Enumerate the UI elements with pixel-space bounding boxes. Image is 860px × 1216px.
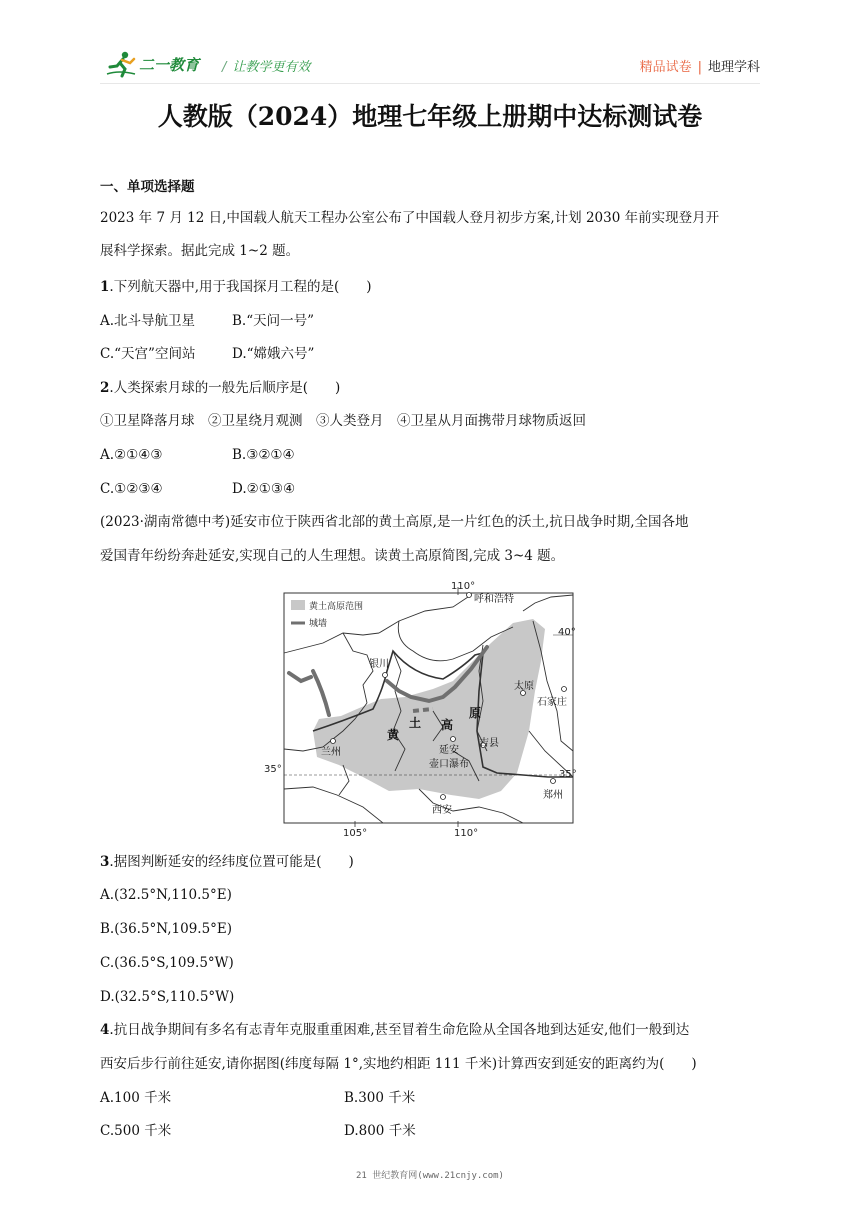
- lanzhou-label: 兰州: [321, 747, 341, 758]
- plateau-char-3: 高: [441, 718, 454, 732]
- hohhot-label: 呼和浩特: [474, 594, 514, 605]
- zhengzhou-marker: [551, 779, 556, 784]
- legend-plateau-swatch: [291, 600, 305, 610]
- q1-options-row-2: [100, 344, 500, 364]
- q3-option-a[interactable]: A.(32.5°N,110.5°E): [100, 887, 232, 903]
- slogan-text: 让教学更有效: [232, 60, 311, 75]
- q2-options-row-1: [100, 445, 500, 465]
- intro-2-line-1: (2023·湖南常德中考)延安市位于陕西省北部的黄土高原,是一片红色的沃土,抗日战争时期,全国各地: [100, 514, 689, 530]
- q3-stem-text: .据图判断延安的经纬度位置可能是( ): [109, 854, 354, 870]
- header-divider: [100, 83, 760, 84]
- legend-plateau-label: 黄土高原范围: [309, 602, 364, 612]
- logo-text: 二一教育: [139, 55, 200, 74]
- lon-110-top-label: 110°: [451, 581, 476, 592]
- plateau-char-2: 土: [409, 716, 422, 730]
- q2-option-b[interactable]: B.③②①④: [232, 447, 295, 463]
- q3-stem: [100, 852, 354, 872]
- q4-option-a[interactable]: A.100 千米: [100, 1090, 172, 1106]
- page-footer: 21 世纪教育网(www.21cnjy.com): [356, 1171, 504, 1181]
- q2-option-d[interactable]: D.②①③④: [232, 481, 296, 497]
- shijiazhuang-label: 石家庄: [537, 697, 567, 708]
- lat-35-right-label: 35°: [559, 769, 577, 780]
- lat-40-label: 40°: [558, 627, 576, 638]
- slash-divider: /: [222, 60, 227, 75]
- logo: [105, 50, 199, 78]
- map-legend: [289, 596, 369, 630]
- q2-options-row-2: [100, 479, 500, 499]
- page-title: 人教版（2024）地理七年级上册期中达标测试卷: [157, 102, 703, 131]
- header-separator: |: [697, 60, 702, 75]
- q3-option-d[interactable]: D.(32.5°S,110.5°W): [100, 989, 235, 1005]
- q1-option-d[interactable]: D.“嫦娥六号”: [232, 346, 315, 362]
- plateau-char-1: 黄: [387, 728, 400, 742]
- header-tag: 精品试卷: [639, 60, 692, 75]
- q2-option-a[interactable]: A.②①④③: [100, 447, 163, 463]
- q2-number: 2: [100, 380, 110, 396]
- q3-option-c[interactable]: C.(36.5°S,109.5°W): [100, 955, 234, 971]
- hukou-label: 壶口瀑布: [429, 759, 469, 770]
- q1-option-a[interactable]: A.北斗导航卫星: [100, 313, 196, 329]
- header-subject: 地理学科: [707, 60, 760, 75]
- q1-number: 1: [100, 279, 110, 295]
- q4-options-row-2: [100, 1121, 500, 1141]
- zhengzhou-label: 郑州: [543, 790, 563, 801]
- q2-stem: [100, 378, 340, 398]
- yinchuan-marker: [383, 673, 388, 678]
- q3-number: 3: [100, 854, 110, 870]
- yinchuan-label: 银川: [369, 659, 389, 670]
- runner-logo-icon: [105, 50, 137, 78]
- jixian-label: 吉县: [479, 738, 499, 749]
- loess-plateau-map: [264, 581, 577, 839]
- lat-35-left-label: 35°: [264, 764, 282, 775]
- lanzhou-marker: [331, 739, 336, 744]
- q4-option-b[interactable]: B.300 千米: [344, 1090, 416, 1106]
- intro-1-line-1: 2023 年 7 月 12 日,中国载人航天工程办公室公布了中国载人登月初步方案,计划 2030 年前实现登月开: [100, 210, 720, 226]
- hohhot-marker: [467, 593, 472, 598]
- intro-1-line-2: 展科学探索。据此完成 1~2 题。: [100, 243, 300, 259]
- yanan-marker: [451, 737, 456, 742]
- header-right: [640, 56, 760, 75]
- q4-stem-line-2: 西安后步行前往延安,请你据图(纬度每隔 1°,实地约相距 111 千米)计算西安到延安的距离约为( ): [100, 1056, 697, 1072]
- q4-stem-line-1: [100, 1020, 689, 1040]
- q3-option-b[interactable]: B.(36.5°N,109.5°E): [100, 921, 233, 937]
- lon-110-bottom-label: 110°: [454, 828, 479, 839]
- q4-option-c[interactable]: C.500 千米: [100, 1123, 172, 1139]
- q1-options-row-1: [100, 311, 500, 331]
- xian-marker: [441, 795, 446, 800]
- q2-items: ①卫星降落月球 ②卫星绕月观测 ③人类登月 ④卫星从月面携带月球物质返回: [100, 413, 586, 429]
- q1-stem-text: .下列航天器中,用于我国探月工程的是( ): [109, 279, 372, 295]
- page-header: [100, 44, 760, 84]
- plateau-char-4: 原: [469, 706, 482, 720]
- q2-stem-text: .人类探索月球的一般先后顺序是( ): [109, 380, 341, 396]
- q1-option-b[interactable]: B.“天问一号”: [232, 313, 315, 329]
- q4-stem-text-1: .抗日战争期间有多名有志青年克服重重困难,甚至冒着生命危险从全国各地到达延安,他们一般到达: [109, 1022, 690, 1038]
- xian-label: 西安: [432, 805, 452, 816]
- q1-option-c[interactable]: C.“天宫”空间站: [100, 346, 196, 362]
- q4-options-row-1: [100, 1088, 500, 1108]
- section-heading: 一、单项选择题: [100, 179, 195, 195]
- shijiazhuang-marker: [562, 687, 567, 692]
- q2-option-c[interactable]: C.①②③④: [100, 481, 163, 497]
- yanan-label: 延安: [439, 745, 459, 756]
- taiyuan-label: 太原: [514, 681, 534, 692]
- intro-2-line-2: 爱国青年纷纷奔赴延安,实现自己的人生理想。读黄土高原简图,完成 3~4 题。: [100, 548, 565, 564]
- q4-number: 4: [100, 1022, 110, 1038]
- q4-option-d[interactable]: D.800 千米: [344, 1123, 416, 1139]
- legend-wall-label: 城墙: [309, 619, 328, 629]
- lon-105-bottom-label: 105°: [343, 828, 368, 839]
- q1-stem: [100, 277, 372, 297]
- slogan: [222, 56, 310, 75]
